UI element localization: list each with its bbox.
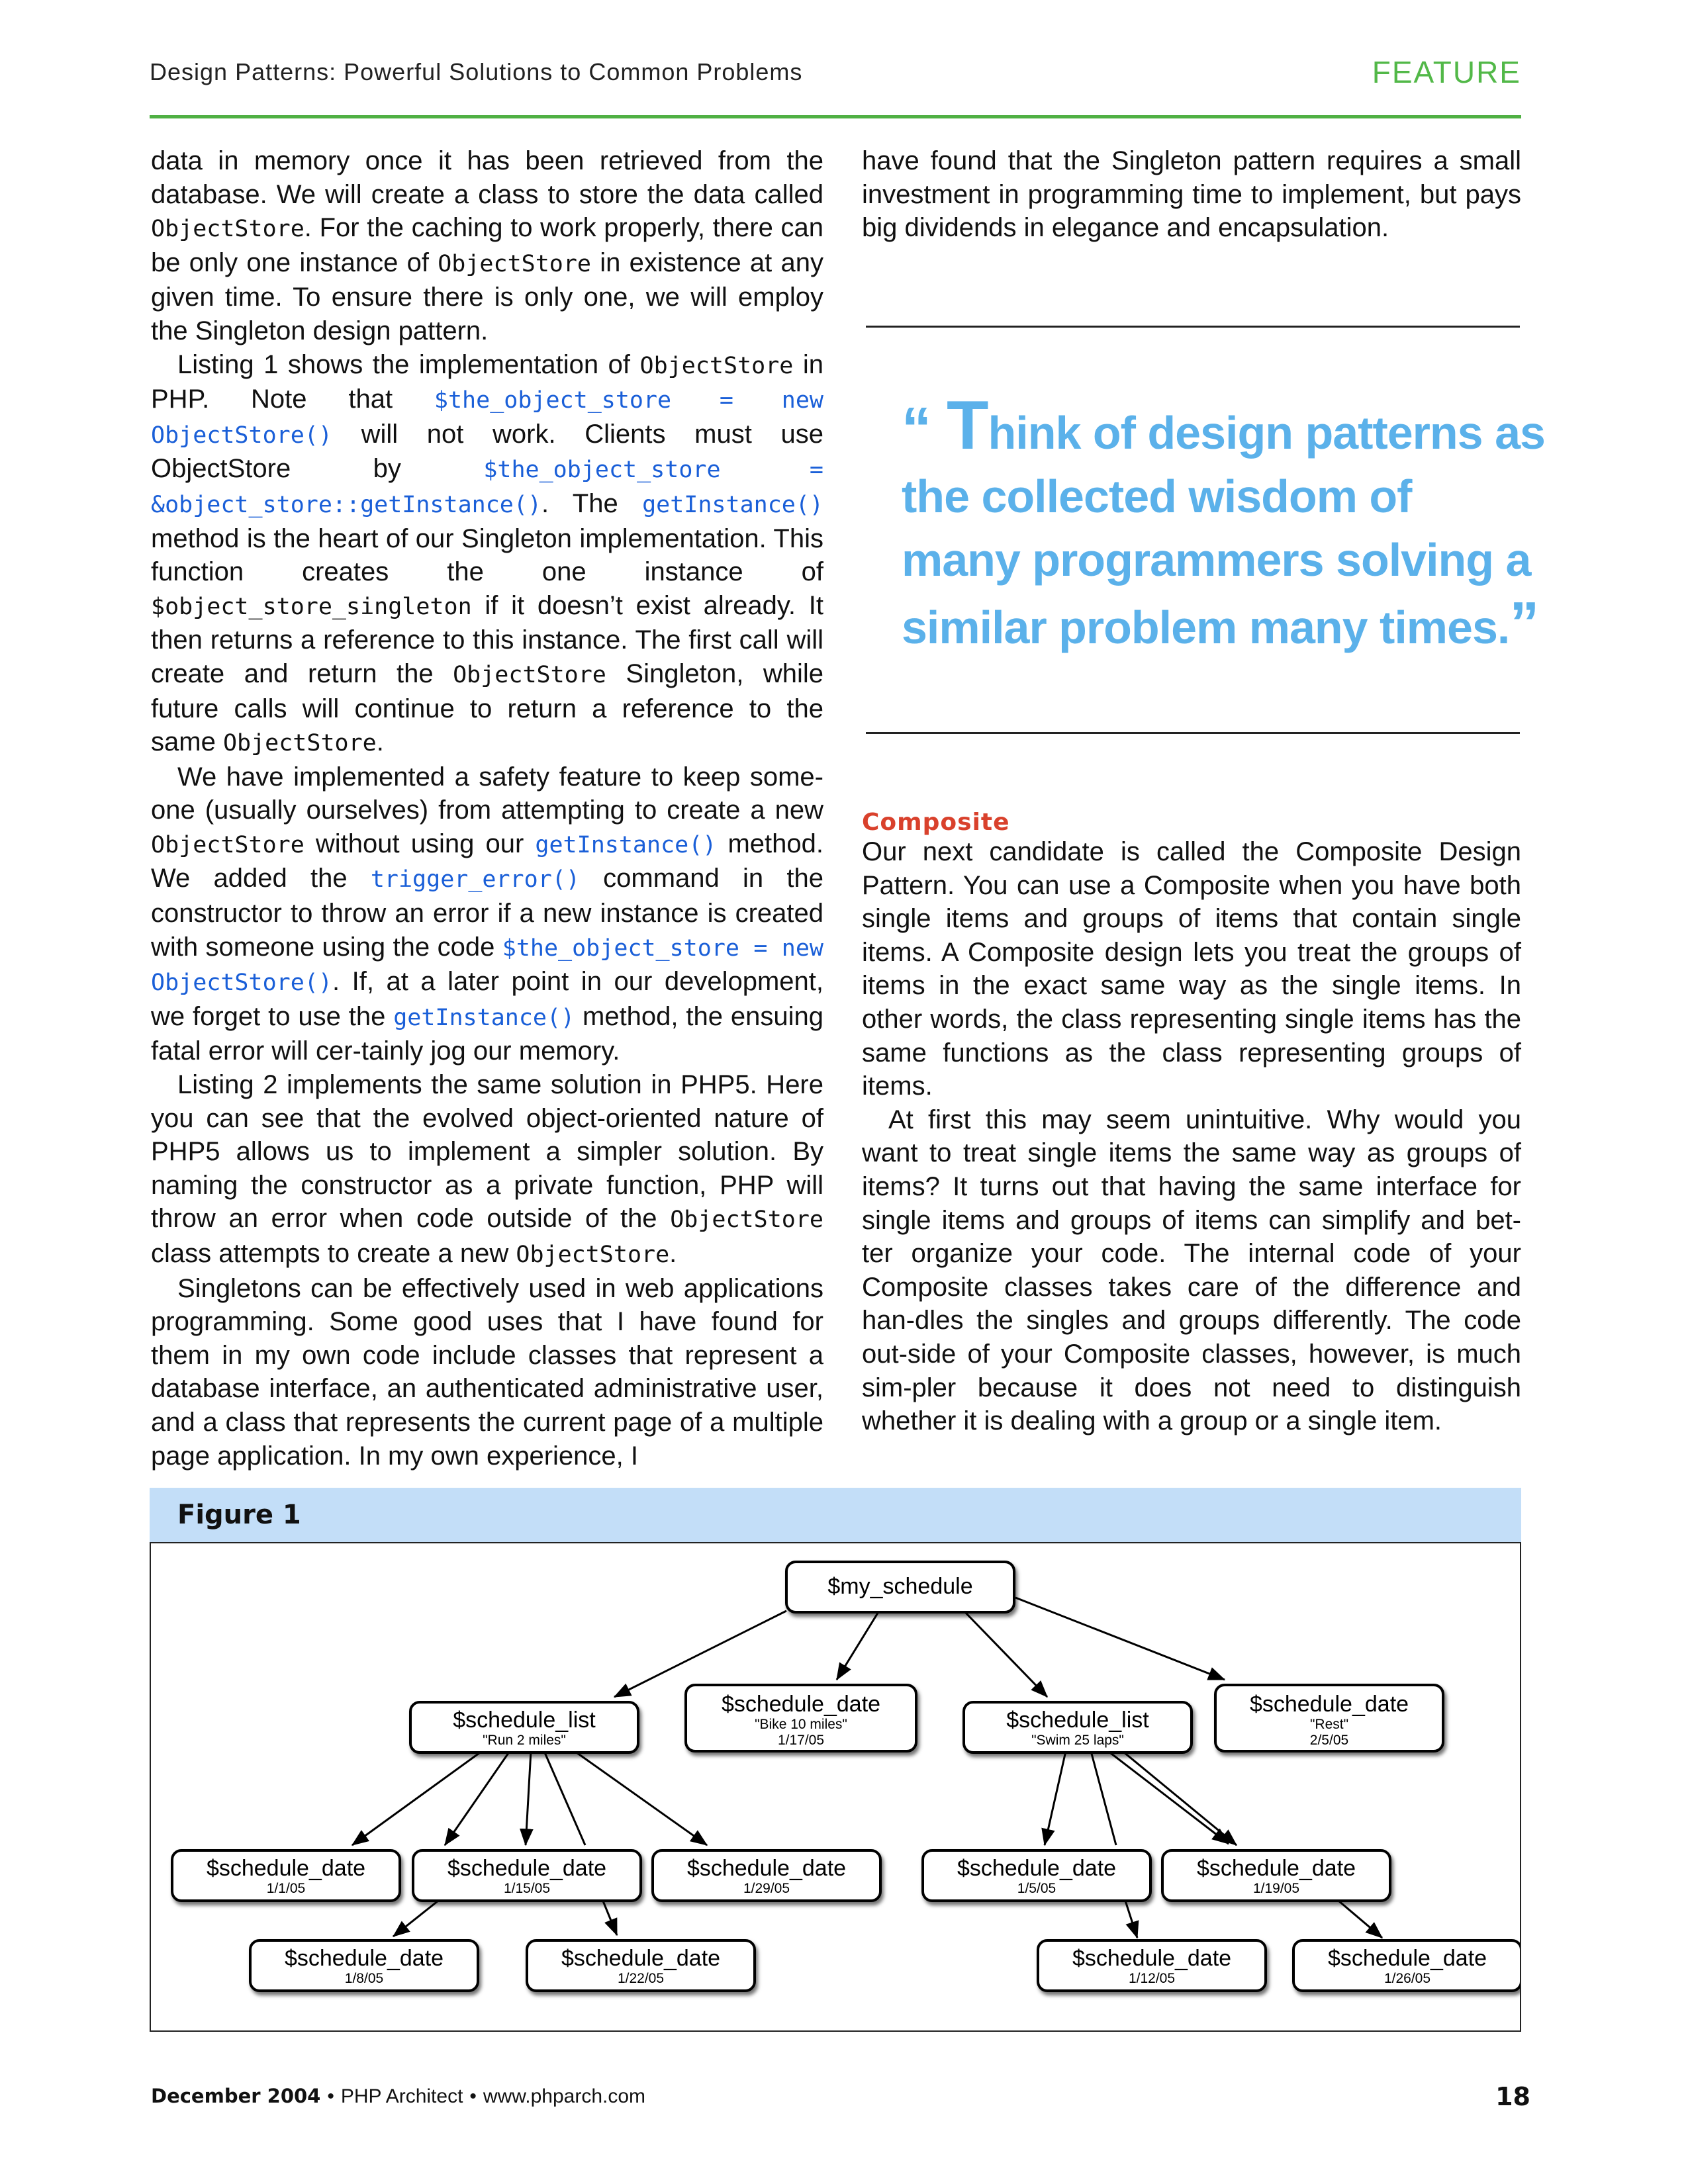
code-snippet: getInstance() [393,1004,575,1031]
svg-text:$schedule_date: $schedule_date [447,1856,607,1881]
svg-text:1/26/05: 1/26/05 [1383,1971,1431,1986]
edge-d0105-d0112 [1125,1901,1137,1938]
paragraph: Listing 2 implements the same solution in PHP5. Here you can see that the evolved object-oriented nature of PHP5 allows us to implement a simpler solution. By naming the constructor as a private function, PHP will throw an error when code outside of the ObjectStore class attempts to create a new ObjectStore. [151,1070,823,1268]
pullquote-line-1: “ Think of design patterns as [902,387,1545,464]
svg-text:$schedule_date: $schedule_date [1249,1692,1409,1717]
svg-text:$schedule_date: $schedule_date [1072,1946,1232,1971]
svg-text:$schedule_date: $schedule_date [721,1692,881,1717]
svg-text:$schedule_date: $schedule_date [957,1856,1117,1881]
page-number: 18 [1495,2082,1530,2111]
svg-text:1/17/05: 1/17/05 [777,1733,825,1748]
code-term: ObjectStore [438,250,592,277]
edge-list2-d0105b [1091,1751,1116,1845]
svg-text:1/22/05: 1/22/05 [617,1971,665,1986]
pullquote-bottom-rule [866,732,1520,734]
svg-text:$schedule_date: $schedule_date [1327,1946,1487,1971]
paragraph: data in memory once it has been retrieved from the database. We will create a class to store the data called ObjectStore. For the caching to work properly, there can be only one instance of ObjectStore in existence at any given time. To ensure there is only one, we will employ the Singleton design pattern. [151,146,823,345]
nodes [172,1562,1520,1991]
edge-list1-d0101 [352,1751,482,1845]
code-term: ObjectStore [453,661,606,688]
node-d0105 [923,1850,1150,1901]
svg-text:1/15/05: 1/15/05 [503,1881,551,1896]
figure-diagram [150,1542,1521,2032]
svg-text:$schedule_date: $schedule_date [686,1856,847,1881]
svg-text:1/12/05: 1/12/05 [1128,1971,1176,1986]
paragraph: At first this may seem unintuitive. Why would you want to treat single items the same way as groups of items? It turns out that having the same interface for single items and groups of items can simplify and bet-ter organize your code. The internal code of your Composite classes takes care of the difference and han-dles the singles and groups differently. The code out-side of your Composite classes, however, is much sim-pler because it does not need to distinguish whether it is dealing with a group or a single item. [862,1105,1521,1436]
edge-root-date-a [837,1611,879,1680]
code-snippet: getInstance() [642,491,823,518]
edge-list1-d0115b [526,1751,531,1845]
pullquote-top-rule [866,326,1520,328]
svg-text:$schedule_date: $schedule_date [1196,1856,1356,1881]
node-d0108 [250,1940,478,1991]
left-column [151,144,823,1473]
node-d0101 [172,1850,400,1901]
svg-text:$schedule_date: $schedule_date [206,1856,366,1881]
node-list2 [964,1702,1192,1752]
footer-publication: PHP Architect [340,2085,463,2107]
node-d0129 [653,1850,880,1901]
page-footer [151,2082,1530,2118]
pullquote [902,387,1545,659]
edge-list2-d0119b [1116,1746,1237,1845]
footer-separator: • [327,2085,334,2107]
svg-text:1/8/05: 1/8/05 [344,1971,384,1986]
pullquote-line-4: similar problem many times.” [902,590,1539,657]
right-column-top [862,144,1521,245]
code-snippet: $the_object_store = new ObjectStore() [151,387,823,449]
svg-text:$schedule_date: $schedule_date [561,1946,721,1971]
code-snippet: trigger_error() [370,866,580,893]
svg-text:1/29/05: 1/29/05 [743,1881,790,1896]
svg-text:"Swim 25 laps": "Swim 25 laps" [1031,1733,1124,1748]
code-term: ObjectStore [222,730,377,757]
code-term: ObjectStore [516,1242,670,1268]
edge-list1-d0115 [445,1751,510,1845]
svg-text:1/5/05: 1/5/05 [1017,1881,1056,1896]
right-column-bottom [862,835,1521,1438]
running-header [150,55,1521,93]
code-snippet: $the_object_store = &object_store::getInstance() [151,457,823,518]
svg-text:$schedule_list: $schedule_list [453,1707,596,1733]
edge-list2-d0119 [1108,1751,1229,1844]
edge-root-date-b [1015,1598,1225,1680]
edge-list2-d0105 [1045,1751,1066,1845]
footer-left [151,2085,645,2108]
close-quote-mark: ” [1509,590,1539,657]
code-term: ObjectStore [151,831,305,858]
svg-text:"Run 2 miles": "Run 2 miles" [483,1733,566,1748]
pullquote-line-3: many programmers solving a [902,534,1531,586]
footer-url[interactable]: www.phparch.com [483,2085,646,2107]
code-term: ObjectStore [670,1206,823,1234]
open-quote-mark: “ [902,396,947,462]
pullquote-initial: T [947,387,988,464]
svg-text:2/5/05: 2/5/05 [1309,1733,1349,1748]
paragraph: We have implemented a safety feature to keep some-one (usually ourselves) from attempting to create a new ObjectStore without using our getInstance() method. We added the trigger_error() command in the constructor to throw an error if a new instance is created with someone using the code $the_object_store = new ObjectStore(). If, at a later point in our development, we forget to use the getInstance() method, the ensuing fatal error will cer-tainly jog our memory. [151,762,824,1066]
svg-text:1/19/05: 1/19/05 [1252,1881,1300,1896]
edge-list1-d0122 [544,1751,585,1845]
paragraph: Our next candidate is called the Composite Design Pattern. You can use a Composite when you have both single items and groups of items that contain single items. A Composite design lets you treat the groups of items in the exact same way as the single items. In other words, the class representing single items has the same functions as the class representing groups of items. [862,837,1521,1101]
footer-separator: • [469,2085,477,2107]
section-heading: Composite [862,809,1010,836]
node-date-b [1215,1685,1443,1751]
svg-text:$my_schedule: $my_schedule [827,1574,973,1599]
figure-caption-bar [150,1488,1521,1543]
footer-month: December 2004 [151,2085,321,2107]
header-rule [150,115,1521,118]
code-term: ObjectStore [639,352,794,379]
edge-root-list2 [964,1611,1047,1697]
edge-d0119-d0126 [1338,1901,1382,1938]
node-d0119 [1162,1850,1390,1901]
node-d0126 [1293,1940,1520,1991]
tree-diagram [151,1543,1520,2030]
figure-label: Figure 1 [177,1500,301,1530]
svg-text:1/1/05: 1/1/05 [266,1881,306,1896]
edge-list1-d0129 [575,1751,707,1845]
section-label: FEATURE [1372,55,1521,89]
svg-text:$schedule_date: $schedule_date [284,1946,444,1971]
edge-d0115-d0108 [393,1901,438,1936]
svg-text:$schedule_list: $schedule_list [1006,1707,1149,1733]
node-root [786,1562,1014,1612]
code-snippet: getInstance() [535,831,717,858]
paragraph: Singletons can be effectively used in web applications programming. Some good uses that I have found for them in my own code include classes that represent a database interface, an authenticated administrative user, and a class that represents the current page of a multiple page application. In my own experience, I [151,1273,823,1471]
paragraph: have found that the Singleton pattern requires a small investment in programming time to implement, but pays big dividends in elegance and encapsulation. [862,146,1521,243]
code-term: ObjectStore [151,216,305,243]
code-term: $object_store_singleton [151,593,472,620]
paragraph: Listing 1 shows the implementation of ObjectStore in PHP. Note that $the_object_store = new ObjectStore() will not work. Clients must use ObjectStore by $the_object_store = &object_store::getInstance(). The getInstance() method is the heart of our Singleton implementation. This function creates the one instance of $object_store_singleton if it doesn’t exist already. It then returns a reference to this instance. The first call will create and return the ObjectStore Singleton, while future calls will continue to return a reference to the same ObjectStore. [151,349,823,757]
pullquote-line-2: the collected wisdom of [902,471,1412,522]
node-d0115 [413,1850,641,1901]
code-snippet: $the_object_store = new ObjectStore() [151,934,824,997]
svg-text:"Bike 10 miles": "Bike 10 miles" [755,1717,847,1732]
node-date-a [686,1685,916,1751]
edge-d0115-d0122 [602,1899,617,1935]
running-title: Design Patterns: Powerful Solutions to Common Problems [150,58,803,85]
node-d0112 [1038,1940,1266,1991]
svg-text:"Rest": "Rest" [1309,1717,1349,1732]
node-d0122 [527,1940,755,1991]
node-list1 [410,1702,638,1752]
